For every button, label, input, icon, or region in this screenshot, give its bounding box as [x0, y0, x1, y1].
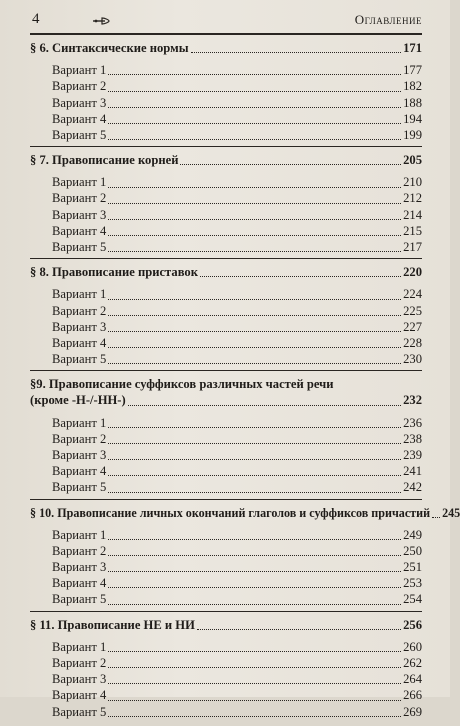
toc-entry-variant[interactable]	[30, 239, 422, 255]
section-title: § 11. Правописание НЕ и НИ	[30, 617, 195, 632]
section-title: § 7. Правописание корней	[30, 153, 179, 168]
page-ref: 230	[403, 352, 422, 367]
table-of-contents	[30, 38, 460, 726]
page-ref: 266	[403, 688, 422, 703]
page-ref: 232	[403, 393, 422, 408]
variant-label: Вариант 5	[52, 704, 107, 719]
variant-label: Вариант 3	[52, 95, 107, 110]
page-ref: 238	[403, 431, 422, 446]
variant-label: Вариант 3	[52, 319, 107, 334]
toc-section	[30, 615, 422, 723]
section-title: (кроме -Н-/-НН-)	[30, 393, 126, 408]
leader-dots	[108, 570, 401, 572]
page-ref: 262	[403, 656, 422, 670]
page-ref: 228	[403, 335, 422, 350]
page-ref: 250	[403, 543, 422, 558]
variant-label: Вариант 1	[52, 527, 107, 542]
variant-label: Вариант 2	[52, 79, 107, 94]
toc-entry-variant[interactable]	[30, 447, 422, 463]
leader-dots	[197, 628, 401, 630]
toc-entry-variant[interactable]	[30, 704, 422, 720]
leader-dots	[108, 250, 401, 252]
leader-dots	[108, 346, 401, 348]
toc-entry-variant[interactable]	[30, 431, 422, 447]
toc-entry-variant[interactable]	[30, 207, 422, 223]
leader-dots	[108, 90, 401, 92]
variant-label: Вариант 5	[52, 352, 107, 367]
leader-dots	[108, 458, 401, 460]
leader-dots	[108, 442, 401, 444]
page-ref: 227	[403, 319, 422, 334]
toc-entry-variant[interactable]	[30, 303, 422, 319]
leader-dots	[108, 73, 401, 75]
page-ref: 224	[403, 287, 422, 302]
page-ref: 241	[403, 464, 422, 479]
page-ref: 225	[403, 303, 422, 318]
section-title: § 8. Правописание приставок	[30, 265, 198, 280]
leader-dots	[108, 138, 401, 140]
page-ref: 217	[403, 240, 422, 255]
leader-dots	[108, 474, 401, 476]
toc-section	[30, 150, 422, 259]
toc-entry-variant[interactable]	[30, 671, 422, 687]
leader-dots	[108, 554, 401, 556]
leader-dots	[432, 516, 440, 518]
toc-entry-variant[interactable]	[30, 62, 422, 78]
variant-label: Вариант 5	[52, 127, 107, 142]
page-ref: 214	[403, 207, 422, 222]
leader-dots	[108, 186, 401, 188]
variant-label: Вариант 1	[52, 415, 107, 430]
toc-entry-variant[interactable]	[30, 95, 422, 111]
variant-label: Вариант 4	[52, 111, 107, 126]
leader-dots	[108, 234, 401, 236]
page-ref: 256	[403, 617, 422, 632]
page-ref: 210	[403, 175, 422, 190]
toc-entry-variant[interactable]	[30, 351, 422, 367]
variant-label: Вариант 3	[52, 447, 107, 462]
page-ref: 212	[403, 191, 422, 206]
page-ref: 220	[403, 265, 422, 280]
toc-entry-variant[interactable]	[30, 655, 422, 671]
toc-entry-variant[interactable]	[30, 78, 422, 94]
variant-label: Вариант 2	[52, 656, 107, 670]
page-ref: 239	[403, 447, 422, 462]
toc-entry-variant[interactable]	[30, 223, 422, 239]
leader-dots	[108, 314, 401, 316]
page-ref: 199	[403, 127, 422, 142]
toc-entry-section-11[interactable]	[30, 615, 422, 633]
toc-entry-variant[interactable]	[30, 415, 422, 431]
toc-entry-section-6[interactable]	[30, 38, 422, 56]
leader-dots	[108, 538, 401, 540]
leader-dots	[108, 586, 401, 588]
leader-dots	[180, 163, 401, 165]
variant-label: Вариант 2	[52, 303, 107, 318]
variant-label: Вариант 2	[52, 431, 107, 446]
page-ref: 171	[403, 40, 422, 55]
leader-dots	[128, 404, 401, 406]
page-ref: 245	[442, 505, 460, 520]
variant-label: Вариант 4	[52, 576, 107, 591]
variant-label: Вариант 1	[52, 287, 107, 302]
variant-label: Вариант 3	[52, 207, 107, 222]
toc-section	[30, 374, 422, 499]
toc-entry-section-8[interactable]	[30, 262, 422, 280]
page-ref: 260	[403, 639, 422, 654]
leader-dots	[108, 298, 401, 300]
variant-label: Вариант 4	[52, 335, 107, 350]
toc-entry-variant[interactable]	[30, 174, 422, 190]
variant-label: Вариант 1	[52, 63, 107, 78]
page-ref: 249	[403, 527, 422, 542]
leader-dots	[108, 491, 401, 493]
toc-section	[30, 262, 422, 371]
leader-dots	[108, 202, 401, 204]
toc-section	[30, 38, 422, 147]
page-ref: 264	[403, 672, 422, 687]
toc-section	[30, 503, 460, 612]
section-title: § 6. Синтаксические нормы	[30, 40, 189, 55]
variant-label: Вариант 4	[52, 688, 107, 703]
toc-entry-variant[interactable]	[30, 111, 422, 127]
page-ref: 205	[403, 153, 422, 168]
toc-entry-variant[interactable]	[30, 127, 422, 143]
page-ref: 254	[403, 592, 422, 607]
page-ref: 182	[403, 79, 422, 94]
toc-entry-variant[interactable]	[30, 286, 422, 302]
toc-entry-variant[interactable]	[30, 559, 422, 575]
toc-entry-variant[interactable]	[30, 543, 422, 559]
variant-label: Вариант 4	[52, 223, 107, 238]
toc-entry-variant[interactable]	[30, 335, 422, 351]
toc-entry-variant[interactable]	[30, 463, 422, 479]
leader-dots	[108, 715, 401, 717]
page-ref: 194	[403, 111, 422, 126]
toc-entry-variant[interactable]	[30, 575, 422, 591]
leader-dots	[108, 650, 401, 652]
leader-dots	[108, 682, 401, 684]
leader-dots	[108, 106, 401, 108]
variant-label: Вариант 2	[52, 543, 107, 558]
toc-entry-variant[interactable]	[30, 319, 422, 335]
variant-label: Вариант 5	[52, 240, 107, 255]
variant-label: Вариант 5	[52, 480, 107, 495]
page-ref: 177	[403, 63, 422, 78]
leader-dots	[108, 330, 401, 332]
page-ref: 188	[403, 95, 422, 110]
section-title-line1: §9. Правописание суффиксов различных частей речи	[30, 377, 334, 392]
toc-entry-section-7[interactable]	[30, 150, 422, 168]
page-ref: 253	[403, 576, 422, 591]
toc-entry-variant[interactable]	[30, 687, 422, 703]
variant-label: Вариант 4	[52, 464, 107, 479]
page-number: 4	[32, 11, 40, 27]
leader-dots	[108, 603, 401, 605]
variant-label: Вариант 1	[52, 175, 107, 190]
leader-dots	[200, 275, 401, 277]
page-ref: 251	[403, 560, 422, 575]
page-ref: 242	[403, 480, 422, 495]
section-title: § 10. Правописание личных окончаний глаголов и суффиксов причастий	[30, 505, 431, 520]
leader-dots	[191, 51, 402, 53]
toc-entry-section-10[interactable]	[30, 503, 460, 521]
leader-dots	[108, 218, 401, 220]
pen-ornament-icon	[92, 16, 110, 26]
toc-entry-variant[interactable]	[30, 191, 422, 207]
toc-entry-variant[interactable]	[30, 527, 422, 543]
leader-dots	[108, 362, 401, 364]
toc-entry-variant[interactable]	[30, 479, 422, 495]
leader-dots	[108, 666, 401, 668]
page-ref: 215	[403, 223, 422, 238]
running-title: Оглавление	[354, 12, 422, 27]
page-ref: 236	[403, 415, 422, 430]
page-ref: 269	[403, 704, 422, 719]
variant-label: Вариант 3	[52, 560, 107, 575]
toc-entry-variant[interactable]	[30, 639, 422, 655]
toc-entry-section-9[interactable]	[30, 392, 422, 408]
leader-dots	[108, 699, 401, 701]
leader-dots	[108, 122, 401, 124]
variant-label: Вариант 5	[52, 592, 107, 607]
page-header	[30, 10, 422, 32]
toc-entry-variant[interactable]	[30, 591, 422, 607]
variant-label: Вариант 1	[52, 639, 107, 654]
variant-label: Вариант 2	[52, 191, 107, 206]
leader-dots	[108, 426, 401, 428]
variant-label: Вариант 3	[52, 672, 107, 687]
header-rule	[30, 33, 422, 35]
